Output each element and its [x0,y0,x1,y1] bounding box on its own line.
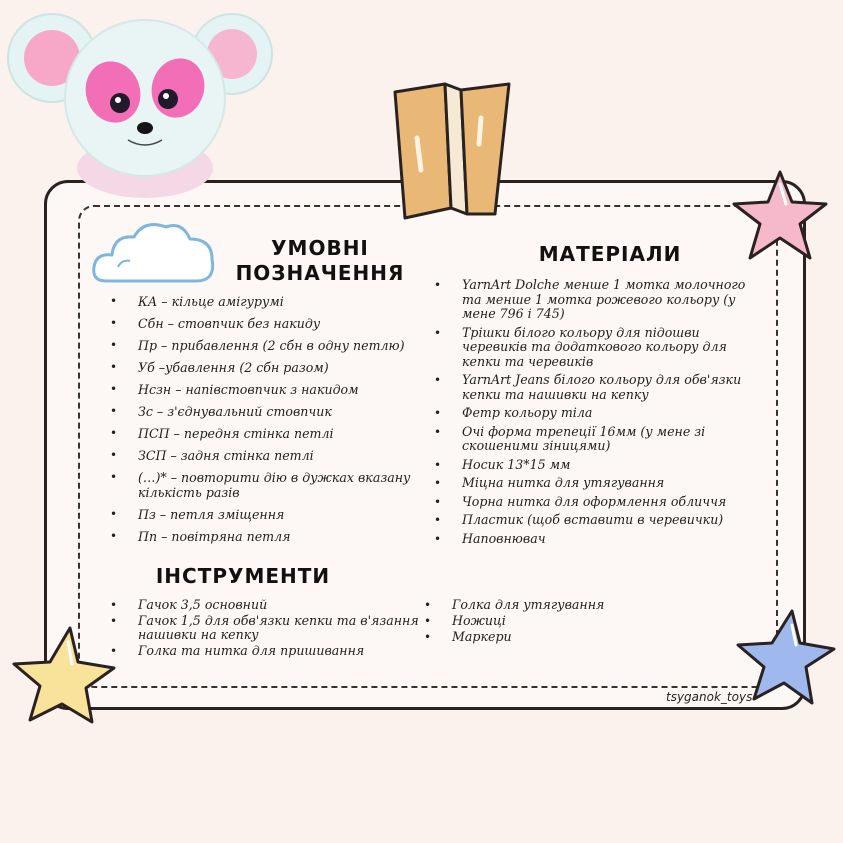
list-item: • Нсзн – напівстовпчик з накидом [110,382,426,397]
list-item: • Наповнювач [434,532,756,547]
symbols-list [110,294,426,551]
tools-list-right [424,598,664,646]
list-item: • YarnArt Jeans білого кольору для обв'язки кепки та нашивки на кепку [434,373,756,402]
list-item: • Голка та нитка для пришивання [110,644,426,658]
cloud-icon [88,215,220,295]
list-item: • ЗСП – задня стінка петлі [110,448,426,463]
list-item: • Міцна нитка для утягування [434,476,756,491]
mouse-toy-image [0,0,290,200]
list-item: • Носик 13*15 мм [434,458,756,473]
yellow-star-icon [8,624,120,728]
list-item: • Пр – прибавлення (2 сбн в одну петлю) [110,338,426,353]
list-item: • Пз – петля зміщення [110,507,426,522]
list-item: • Ножиці [424,614,664,628]
list-item: • Чорна нитка для оформлення обличчя [434,495,756,510]
list-item: • Очі форма трепеції 16мм (у мене зі скошеними зіницями) [434,425,756,454]
list-item: • КА – кільце амігурумі [110,294,426,309]
list-item: • Уб –убавлення (2 сбн разом) [110,360,426,375]
list-item: • Голка для утягування [424,598,664,612]
list-item: • Гачок 3,5 основний [110,598,426,612]
list-item: • Пп – повітряна петля [110,529,426,544]
list-item: • Гачок 1,5 для обв'язки кепки та в'язання нашивки на кепку [110,614,426,642]
tools-list-left [110,598,426,660]
list-item: • Трішки білого кольору для підошви черевиків та додаткового кольору для кепки та черевиків [434,326,756,370]
materials-heading: МАТЕРІАЛИ [538,242,682,266]
author-watermark: tsyganok_toys [666,690,753,704]
list-item: • Пластик (щоб вставити в черевички) [434,513,756,528]
list-item: • Фетр кольору тіла [434,406,756,421]
materials-list [434,278,756,550]
pink-star-icon [728,166,834,266]
list-item: • YarnArt Dolche менше 1 мотка молочного та менше 1 мотка рожевого кольору (у мене 796 і 745) [434,278,756,322]
list-item: • (…)* – повторити дію в дужках вказану кількість разів [110,470,426,500]
list-item: • Сбн – стовпчик без накиду [110,316,426,331]
list-item: • Маркери [424,630,664,644]
list-item: • ПСП – передня стінка петлі [110,426,426,441]
tools-heading: ІНСТРУМЕНТИ [155,564,331,588]
symbols-heading: УМОВНІ ПОЗНАЧЕННЯ [235,236,405,285]
list-item: • Зс – з'єднувальний стовпчик [110,404,426,419]
book-icon [385,78,520,228]
